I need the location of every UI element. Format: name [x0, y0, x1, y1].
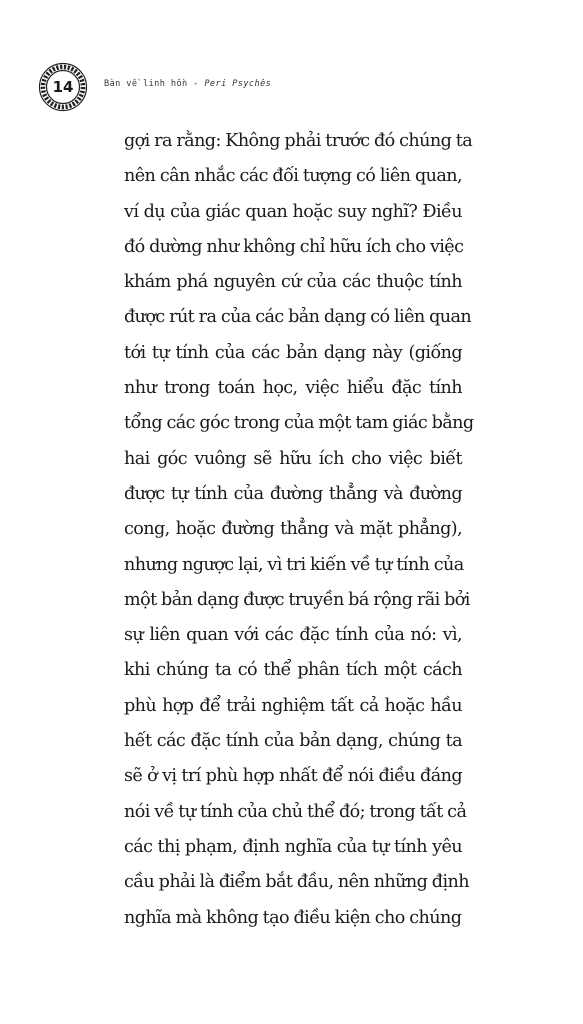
text-line: tổng các góc trong của một tam giác bằng [124, 413, 474, 434]
text-line: nói về tự tính của chủ thể đó; trong tất cả [124, 801, 467, 822]
page-number: 14 [52, 78, 74, 96]
running-header [104, 79, 271, 89]
text-line: khi chúng ta có thể phân tích một cách [124, 660, 462, 681]
text-line: gợi ra rằng: Không phải trước đó chúng ta [124, 131, 473, 151]
text-line: sự liên quan với các đặc tính của nó: vì, [124, 625, 462, 646]
text-line: như trong toán học, việc hiểu đặc tính [124, 378, 462, 399]
running-header-title: Bàn về linh hồn - [104, 79, 205, 89]
text-line: cầu phải là điểm bắt đầu, nên những định [124, 872, 469, 893]
text-line: nhưng ngược lại, vì tri kiến về tự tính của [124, 554, 464, 575]
text-line: khám phá nguyên cứ của các thuộc tính [124, 272, 462, 293]
text-line: cong, hoặc đường thẳng và mặt phẳng), [124, 519, 462, 540]
text-line: được rút ra của các bản dạng có liên quan [124, 307, 472, 328]
text-line: được tự tính của đường thẳng và đường [124, 483, 462, 504]
text-line: ví dụ của giác quan hoặc suy nghĩ? Điều [124, 201, 462, 222]
text-line: nên cân nhắc các đối tượng có liên quan, [124, 166, 462, 187]
body-text [124, 124, 474, 936]
text-line: các thị phạm, định nghĩa của tự tính yêu [124, 836, 462, 857]
text-line: hết các đặc tính của bản dạng, chúng ta [124, 731, 462, 752]
text-line: nghĩa mà không tạo điều kiện cho chúng [124, 907, 462, 928]
text-line: tới tự tính của các bản dạng này (giống [124, 342, 462, 363]
text-line: hai góc vuông sẽ hữu ích cho việc biết [124, 448, 462, 469]
text-line: đó dường như không chỉ hữu ích cho việc [124, 236, 464, 257]
text-line: sẽ ở vị trí phù hợp nhất để nói điều đáng [124, 766, 462, 787]
running-header-subtitle: Peri Psychês [204, 79, 272, 89]
text-line: một bản dạng được truyền bá rộng rãi bởi [124, 589, 470, 610]
text-line: phù hợp để trải nghiệm tất cả hoặc hầu [124, 695, 462, 716]
page-number-badge [38, 62, 88, 112]
